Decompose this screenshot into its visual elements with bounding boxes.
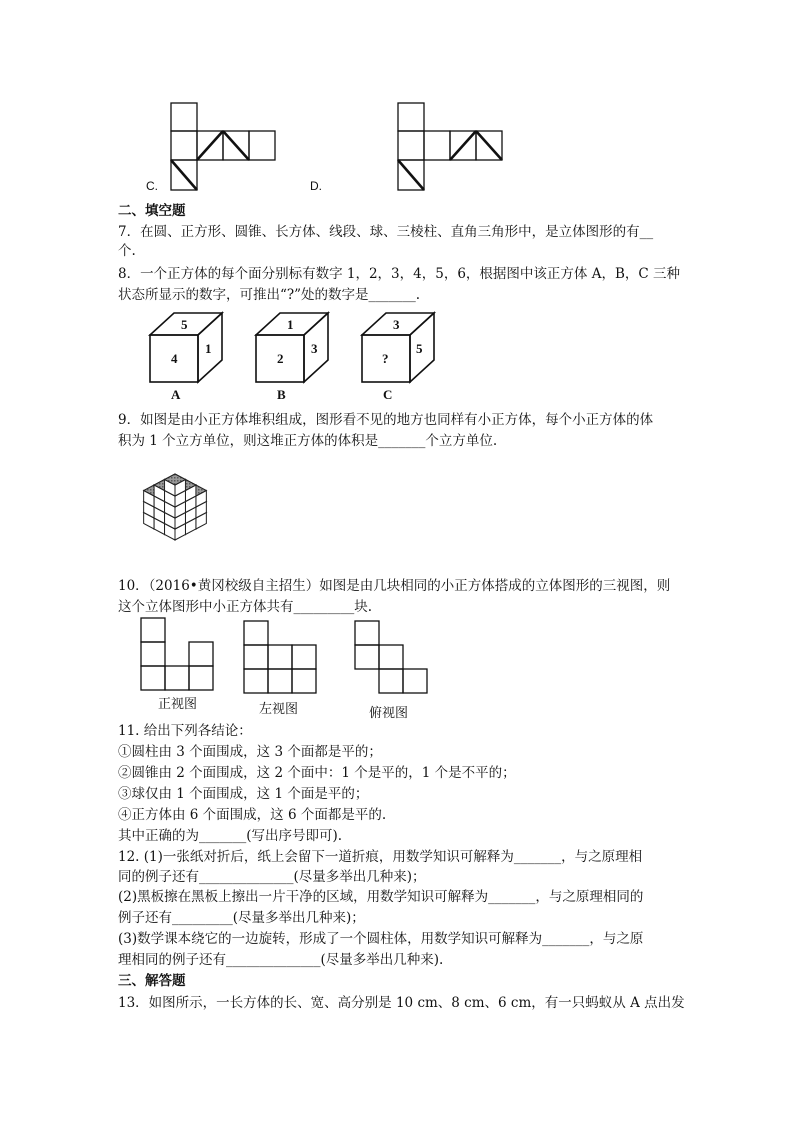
q12-part2-line1: (2)黑板擦在黑板上擦出一片干净的区域，用数学知识可解释为_______，与之原理相同的 (118, 889, 644, 905)
q8-line1: 8．一个正方体的每个面分别标有数字 1，2，3，4，5，6，根据图中该正方体 A，B，C 三种 (118, 266, 680, 282)
q12-part1-line2: 同的例子还有______________(尽量多举出几种来)； (118, 869, 426, 885)
q10-line1: 10．（2016•黄冈校级自主招生）如图是由几块相同的小正方体搭成的立体图形的三视图，则 (118, 578, 671, 594)
q12-part2-line2: 例子还有_________(尽量多举出几种来)； (118, 910, 365, 926)
q12-part3-line1: (3)数学课本绕它的一边旋转，形成了一个圆柱体，用数学知识可解释为_______，与之原 (118, 931, 644, 947)
q7-line1: 7．在圆、正方形、圆锥、长方体、线段、球、三棱柱、直角三角形中，是立体图形的有__ (118, 224, 654, 240)
cube-b-side-number: 3 (311, 341, 318, 356)
cube-a-name: A (171, 387, 181, 402)
q11-item-3: ③球仅由 1 个面围成，这 1 个面是平的； (118, 786, 369, 802)
cube-c-side-number: 5 (416, 341, 423, 356)
top-view-caption: 俯视图 (369, 706, 409, 721)
front-view-caption: 正视图 (158, 697, 198, 712)
q12-part1-line1: 12. (1)一张纸对折后，纸上会留下一道折痕，用数学知识可解释为_______，与之原理相 (118, 849, 643, 865)
q11-item-4: ④正方体由 6 个面围成，这 6 个面都是平的. (118, 807, 387, 823)
q9-line2: 积为 1 个立方单位，则这堆正方体的体积是_______个立方单位. (118, 433, 498, 449)
section-title-fill-in: 二、填空题 (118, 203, 186, 219)
q8-line2: 状态所显示的数字，可推出“?”处的数字是_______. (118, 287, 421, 303)
q10-line2: 这个立体图形中小正方体共有_________块. (118, 599, 373, 615)
cube-c-front-number: ? (382, 351, 389, 366)
cube-b-front-number: 2 (277, 351, 284, 366)
section-title-solutions: 三、解答题 (118, 973, 186, 989)
q13-line1: 13．如图所示，一长方体的长、宽、高分别是 10 cm、8 cm、6 cm，有一只蚂蚁从 A 点出发 (118, 995, 685, 1011)
q9-line1: 9．如图是由小正方体堆积组成，图形看不见的地方也同样有小正方体，每个小正方体的体 (118, 412, 654, 428)
cube-b-name: B (277, 387, 286, 402)
q7-line2: 个. (118, 243, 136, 259)
cube-a-side-number: 1 (205, 341, 212, 356)
q11-item-2: ②圆锥由 2 个面围成，这 2 个面中：1 个是平的，1 个是不平的； (118, 765, 516, 781)
option-d-label: D. (310, 179, 322, 193)
q11-intro: 11. 给出下列各结论： (118, 723, 252, 739)
cube-c-top-number: 3 (393, 317, 400, 332)
cube-b-top-number: 1 (287, 317, 294, 332)
cube-c-name: C (383, 387, 393, 402)
cube-a-top-number: 5 (181, 317, 188, 332)
q11-item-1: ①圆柱由 3 个面围成，这 3 个面都是平的； (118, 744, 382, 760)
cube-a-front-number: 4 (171, 351, 178, 366)
option-c-label: C. (146, 179, 158, 193)
left-view-caption: 左视图 (259, 702, 299, 717)
q12-part3-line2: 理相同的例子还有______________(尽量多举出几种来). (118, 952, 444, 968)
q11-answer: 其中正确的为_______(写出序号即可). (118, 828, 343, 844)
